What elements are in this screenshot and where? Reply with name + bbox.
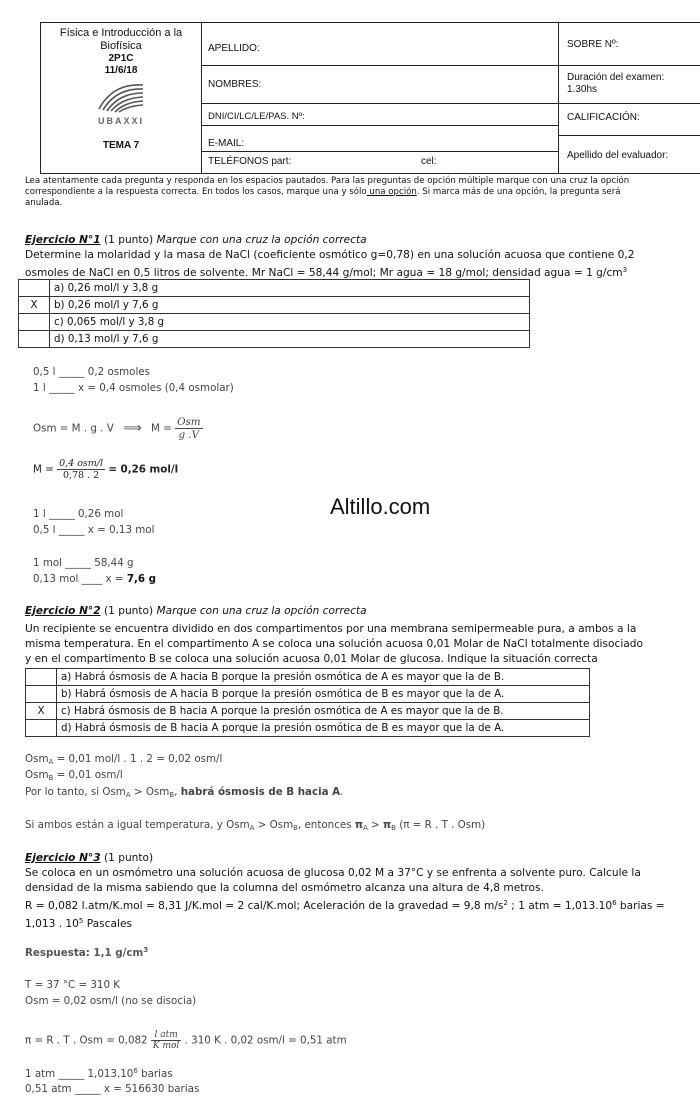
instructions-line3: anulada. xyxy=(25,198,63,208)
ex1-option-mark[interactable]: X xyxy=(19,297,50,314)
ubaxxi-logo xyxy=(91,79,151,113)
exam-date: 11/6/18 xyxy=(104,65,138,76)
ex1-option-row[interactable] xyxy=(19,297,530,314)
logo-text: UBAXXI xyxy=(97,116,144,126)
ex1-option-row[interactable] xyxy=(19,314,530,331)
ex1-work-2: 1 l _____ x = 0,4 osmoles (0,4 osmolar) xyxy=(33,382,234,394)
ex2-option-mark[interactable]: X xyxy=(26,703,57,720)
ex2-statement: Un recipiente se encuentra dividido en dos compartimentos por una membrana semipermeable pura, a ambos a la misma temperatura. En el compartimento A se coloca una solución acuosa 0,01 Molar de NaCl totalmente disociado y en el compartimento B se coloca una solución acuosa 0,01 Molar de glucosa. Indique la situación correcta xyxy=(25,623,643,665)
ex1-work-4: M = $\frac{\text{0,4 osm/l}}{0,78 . 2}$ = 0,26 mol/l xyxy=(33,458,179,481)
ex1-title: Ejercicio N°1 (1 punto) Marque con una cruz la opción correcta xyxy=(25,234,367,246)
instructions xyxy=(25,176,700,209)
ex1-option-text: c) 0,065 mol/l y 3,8 g xyxy=(50,314,530,331)
instructions-line1: Lea atentamente cada pregunta y responda en los espacios pautados. Para las preguntas de opción múltiple marque con una cruz la opción xyxy=(25,176,630,186)
ex2-option-row[interactable] xyxy=(26,703,590,720)
ex1-options-table xyxy=(18,279,530,348)
ex2-option-mark[interactable] xyxy=(26,669,57,686)
ex1-work-7: 1 mol _____ 58,44 g xyxy=(33,557,134,569)
ex1-statement: Determine la molaridad y la masa de NaCl (coeficiente osmótico g=0,78) en una solución acuosa que contiene 0,2 osmoles de NaCl en 0,5 litros de solvente. Mr NaCl = 58,44 g/mol; Mr agua = 18 g/mol; densidad agua = 1 $g/cm^3$ xyxy=(25,249,635,279)
exam-header xyxy=(40,22,700,174)
ex1-option-mark[interactable] xyxy=(19,331,50,348)
ex3-title: Ejercicio N°3 (1 punto) xyxy=(25,852,154,864)
instructions-line2: correspondiente a la respuesta correcta. En todos los casos, marque una y sólo una opción. Si marca más de una opción, la pregunta será xyxy=(25,187,621,197)
cel-field[interactable]: cel: xyxy=(421,156,437,167)
ex1-option-text: d) 0,13 mol/l y 7,6 g xyxy=(50,331,530,348)
ex2-work-2: Osm$_B$ = 0,01 osm/l xyxy=(25,769,123,782)
duracion-value: 1.30hs xyxy=(567,84,598,95)
email-field[interactable]: E-MAIL: xyxy=(208,138,245,149)
ex1-work-6: 0,5 l _____ x = 0,13 mol xyxy=(33,524,155,536)
calificacion-field[interactable]: CALIFICACIÓN: xyxy=(567,112,640,123)
ex1-work-3: Osm = M . g . V ⟹ M = $\frac{\text{Osm}}{g .V}$ xyxy=(33,416,201,441)
ex2-option-text: c) Habrá ósmosis de B hacia A porque la presión osmótica de A es mayor que la de B. xyxy=(57,703,590,720)
course-title-line1: Física e Introducción a la xyxy=(59,27,183,39)
ex2-option-row[interactable] xyxy=(26,669,590,686)
ex3-work-3: π = R . T . Osm = 0,082 $\frac{\text{l atm}}{\text{K mol}}$ . 310 K . 0,02 osm/l = 0,51 atm xyxy=(25,1030,347,1051)
dni-field[interactable]: DNI/CI/LC/LE/PAS. Nº: xyxy=(208,111,305,122)
ex2-option-mark[interactable] xyxy=(26,686,57,703)
ex2-option-mark[interactable] xyxy=(26,720,57,737)
duracion-label: Duración del examen: xyxy=(567,72,665,83)
sobre-field[interactable]: SOBRE Nº: xyxy=(567,39,619,50)
ex1-option-mark[interactable] xyxy=(19,280,50,297)
ex2-work-3: Por lo tanto, si Osm$_A$ > Osm$_B$, habrá ósmosis de B hacia A. xyxy=(25,786,344,799)
apellido-field[interactable]: APELLIDO: xyxy=(208,43,260,54)
ex2-options-table xyxy=(25,668,590,737)
tema-label: TEMA 7 xyxy=(102,140,140,151)
ex2-option-row[interactable] xyxy=(26,686,590,703)
ex3-work-5: 0,51 atm _____ x = 516630 barias xyxy=(25,1083,200,1095)
ex2-work-1: Osm$_A$ = 0,01 mol/l . 1 . 2 = 0,02 osm/l xyxy=(25,753,223,766)
ex3-work-1: T = 37 °C = 310 K xyxy=(25,979,121,991)
ex2-option-text: a) Habrá ósmosis de A hacia B porque la presión osmótica de A es mayor que la de B. xyxy=(57,669,590,686)
course-title-line2: Biofísica xyxy=(100,40,142,52)
nombres-field[interactable]: NOMBRES: xyxy=(208,79,262,90)
telefonos-field[interactable]: TELÉFONOS part: xyxy=(208,156,292,167)
watermark: Altillo.com xyxy=(330,494,431,519)
ex3-answer: Respuesta: 1,1 $g/cm^3$ xyxy=(25,946,149,959)
ex3-statement: Se coloca en un osmómetro una solución acuosa de glucosa 0,02 M a 37°C y se enfrenta a solvente puro. Calcule la densidad de la misma sabiendo que la columna del osmómetro alcanza una altura de 4,8 metros. R = 0,082 l.atm/K.mol = 8,31 J/K.mol = 2 cal/K.mol; Aceleración de la gravedad = 9,8 $m/s^2$ ; 1 atm = $1,013.10^6$ barias = 1,013 . $10^5$ Pascales xyxy=(25,867,665,930)
ex2-work-4: Si ambos están a igual temperatura, y Osm$_A$ > Osm$_B$, entonces $\pi_A > \pi_B$ (π = R . T . Osm) xyxy=(25,819,486,832)
course-block xyxy=(41,23,201,173)
ex1-option-row[interactable] xyxy=(19,331,530,348)
ex1-work-1: 0,5 l _____ 0,2 osmoles xyxy=(33,366,151,378)
course-code: 2P1C xyxy=(108,53,134,64)
arrow-icon: ⟹ xyxy=(123,420,142,436)
ex3-work-4: 1 atm _____ 1,013.10$^6$ barias xyxy=(25,1067,173,1080)
evaluador-field[interactable]: Apellido del evaluador: xyxy=(567,150,669,161)
ex1-option-text: a) 0,26 mol/l y 3,8 g xyxy=(50,280,530,297)
ex1-work-8: 0,13 mol ____ x = 7,6 g xyxy=(33,573,157,585)
ex1-option-text: b) 0,26 mol/l y 7,6 g xyxy=(50,297,530,314)
ex3-work-2: Osm = 0,02 osm/l (no se disocia) xyxy=(25,995,197,1007)
ex2-option-row[interactable] xyxy=(26,720,590,737)
ex2-title: Ejercicio N°2 (1 punto) Marque con una cruz la opción correcta xyxy=(25,605,367,617)
ex2-option-text: b) Habrá ósmosis de A hacia B porque la presión osmótica de B es mayor que la de A. xyxy=(57,686,590,703)
ex1-work-5: 1 l _____ 0,26 mol xyxy=(33,508,124,520)
ex1-option-row[interactable] xyxy=(19,280,530,297)
ex1-option-mark[interactable] xyxy=(19,314,50,331)
ex2-option-text: d) Habrá ósmosis de B hacia A porque la presión osmótica de B es mayor que la de A. xyxy=(57,720,590,737)
